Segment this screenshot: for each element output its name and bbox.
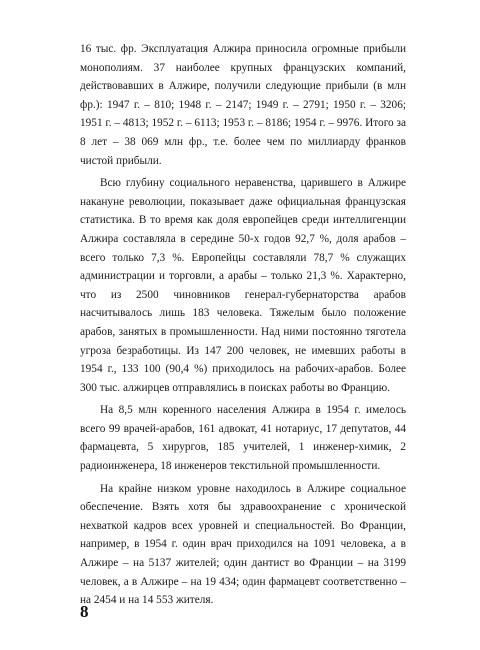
paragraph-continuation: 16 тыс. фр. Эксплуатация Алжира приносила огромные прибыли монополиям. 37 наиболее крупных французских компаний, действовавших в Алжире, получили следующие прибыли (в млн фр.): 1947 г. – 810; 1948 г. – 2147; 1949 г. – 2791; 1950 г. – 3206; 1951 г. – 4813; 1952 г. – 6113; 1953 г. – 8186; 1954 г. – 9976. Итого за 8 лет – 38 069 млн фр., т.е. более чем по миллиарду франков чистой прибыли. <box>80 43 406 167</box>
page-number: 8 <box>80 602 89 621</box>
paragraph-social-inequality: Всю глубину социального неравенства, царившего в Алжире накануне революции, показывает даже официальная французская статистика. В то время как доля европейцев среди интеллигенции Алжира составляла в середине 50-х годов 92,7 %, доля арабов – всего только 7,3 %. Европейцы составляли 78,7 % служащих администрации и торговли, а арабы – только 21,3 %. Характерно, что из 2500 чиновников генерал-губернаторства арабов насчитывалось лишь 183 человека. Тяжелым было положение арабов, занятых в промышленности. Над ними постоянно тяготела угроза безработицы. Из 147 200 человек, не имевших работы в 1954 г., 133 100 (90,4 %) приходилось на рабочих-арабов. Более 300 тыс. алжирцев отправлялись в поисках работы во Францию. <box>80 177 406 394</box>
body-text <box>80 40 406 610</box>
paragraph-social-security: На крайне низком уровне находилось в Алжире социальное обеспечение. Взять хотя бы здравоохранение с хронической нехваткой кадров всех уровней и специальностей. Во Франции, например, в 1954 г. один врач приходился на 1091 человека, а в Алжире – на 5137 жителей; один дантист во Франции – на 3199 человек, а в Алжире – на 19 434; один фармацевт соответственно – на 2454 и на 14 553 жителя. <box>80 482 406 607</box>
paragraph-professionals: На 8,5 млн коренного населения Алжира в 1954 г. имелось всего 99 врачей-арабов, 161 адвокат, 41 нотариус, 17 депутатов, 44 фармацевта, 5 хирургов, 185 учителей, 1 инженер-химик, 2 радиоинженера, 18 инженеров текстильной промышленности. <box>80 404 406 473</box>
